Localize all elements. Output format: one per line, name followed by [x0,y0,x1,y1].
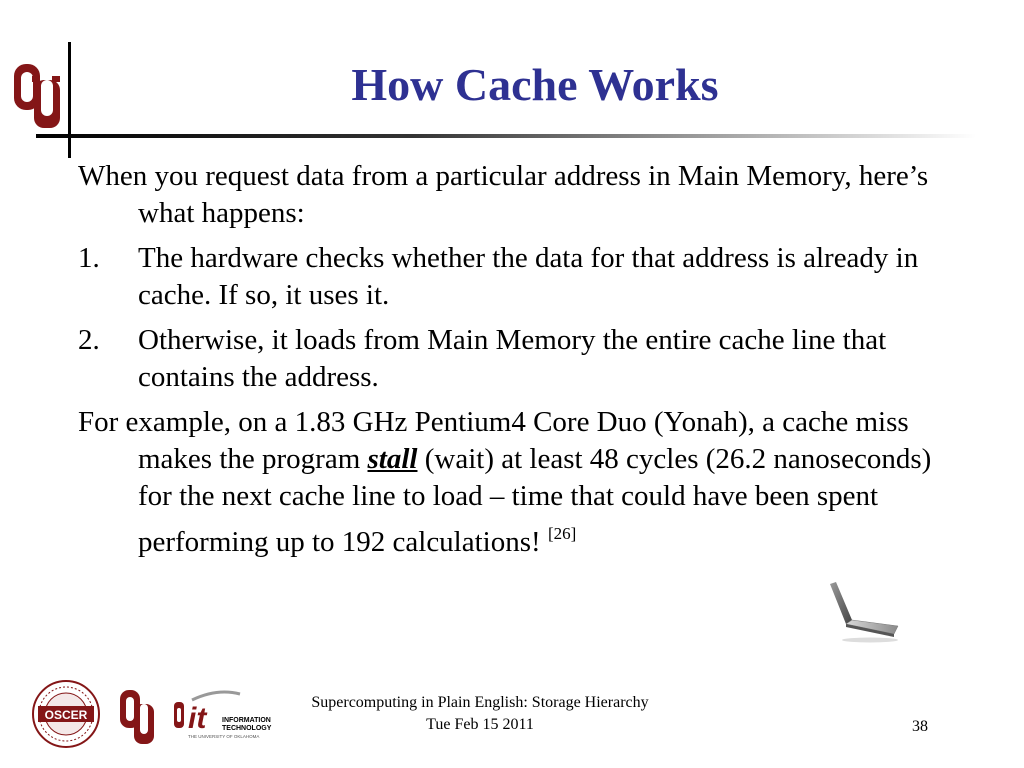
step-text: Otherwise, it loads from Main Memory the entire cache line that contains the address. [138,324,887,393]
slide-body [78,158,958,569]
footer-course-title: Supercomputing in Plain English: Storage Hierarchy [311,694,649,711]
footer-text [240,692,720,736]
ou-footer-logo [120,690,154,744]
step-number: 1. [78,242,100,274]
it-logo-word2: TECHNOLOGY [222,725,272,732]
step-item [78,240,958,314]
step-text: The hardware checks whether the data for that address is already in cache. If so, it uses it. [138,242,919,311]
example-paragraph [78,404,958,561]
example-text-2: (wait) at least 48 cycles (26.2 nanoseconds) for the next cache line to load – time that could have been spent performing up to 192 calculations! [138,443,932,558]
oscer-logo-text: OSCER [44,708,88,722]
laptop-icon [826,582,902,644]
step-number: 2. [78,324,100,356]
title-horizontal-rule [36,134,976,138]
footer-date: Tue Feb 15 2011 [426,716,534,733]
it-logo-sub: THE UNIVERSITY OF OKLAHOMA [188,734,260,739]
step-item [78,322,958,396]
oscer-logo [33,681,99,747]
reference-marker: [26] [547,524,577,543]
intro-paragraph: When you request data from a particular address in Main Memory, here’s what happens: [78,160,929,229]
slide-number: 38 [912,718,928,735]
it-logo-text: it [188,702,207,735]
example-text-1: For example, on a 1.83 GHz Pentium4 Core Duo (Yonah), a cache miss makes the program [78,406,909,475]
it-logo-word1: INFORMATION [222,717,271,724]
slide-title: How Cache Works [351,59,719,110]
stall-emphasis: stall [367,443,418,475]
